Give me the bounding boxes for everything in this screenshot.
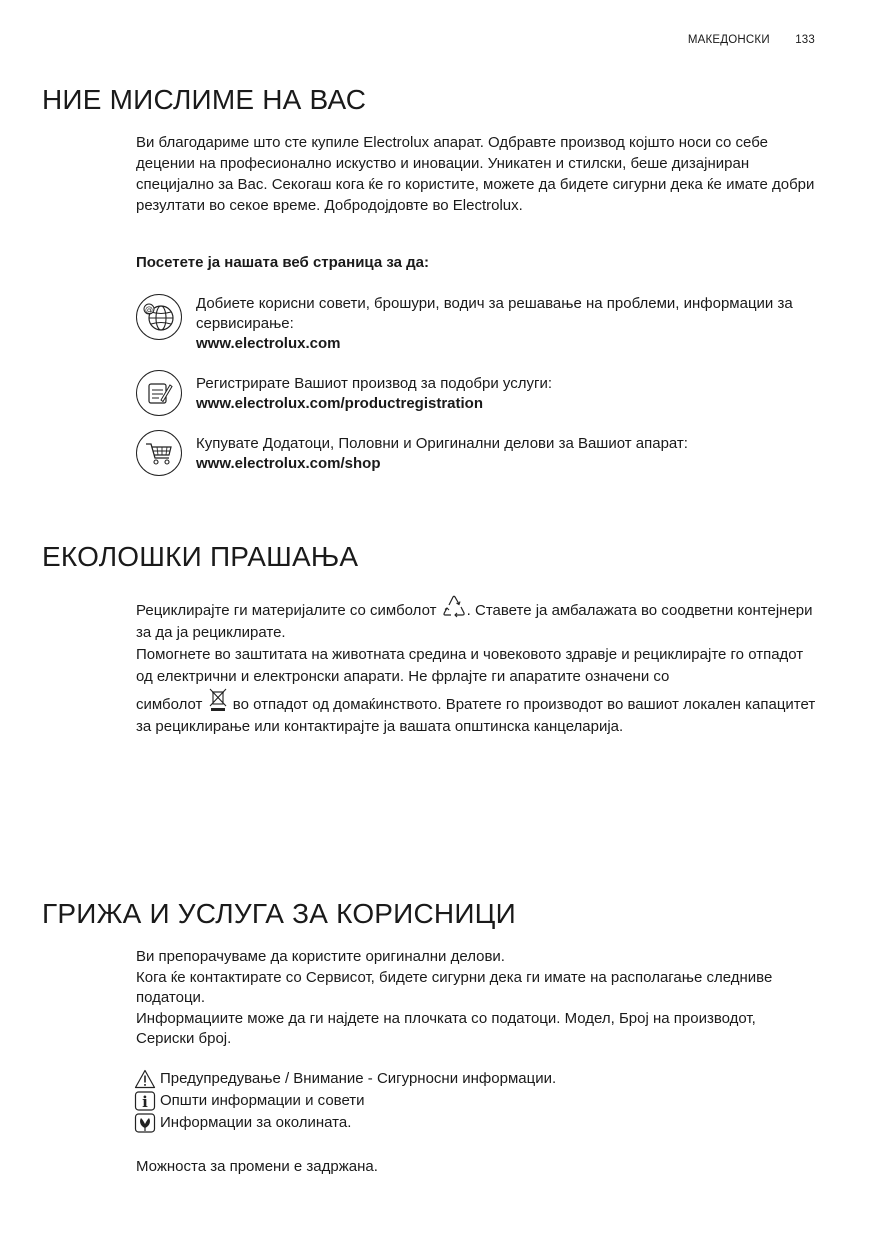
section-title-environment: ЕКОЛОШКИ ПРАШАЊА: [42, 541, 359, 572]
warning-icon: [134, 1069, 156, 1089]
page-header: [688, 34, 815, 46]
changes-reserved-note: Можноста за промени е задржана.: [136, 1158, 378, 1175]
intro-paragraph: Ви благодариме што сте купиле Electrolux апарат. Одбравте производ којшто носи со себе децении на професионално искуство и иновации. Уникатен и стилски, беше дизајниран специјално за Вас. Секогаш кога ќе го користите, можете да бидете сигурни дека ќе имате добри резултати во секое време. Добродојдовте во Electrolux.: [136, 134, 815, 214]
section-title-customer-care: ГРИЖА И УСЛУГА ЗА КОРИСНИЦИ: [42, 898, 516, 929]
shop-link[interactable]: www.electrolux.com/shop: [196, 455, 381, 472]
weee-paragraph: Помогнете во заштитата на животната средина и човековото здравје и рециклирајте го отпадот од електрични и електронски апарати. Не фрлајте ги апаратите означени со: [136, 646, 804, 685]
registration-icon: [136, 370, 182, 416]
weee-text-end: во отпадот од домаќинството. Вратете го производот во вашиот локален капацитет за рециклирање или контактирајте ја вашата општинска канцеларија.: [136, 696, 816, 735]
recycle-text-end: . Ставете ја амбалажата во соодветни контејнери за да ја рециклирате.: [136, 602, 813, 641]
svg-text:@: @: [145, 305, 153, 314]
shopping-cart-icon: [136, 430, 182, 476]
care-line: Информациите може да ги најдете на плочката со податоци. Модел, Број на производот, Сериски број.: [136, 1009, 756, 1047]
section-title-thinking-of-you: НИЕ МИСЛИМЕ НА ВАС: [42, 84, 367, 115]
page-number: 133: [795, 34, 815, 46]
language-label: МАКЕДОНСКИ: [687, 34, 770, 46]
weee-text-start: симболот: [136, 696, 203, 713]
svg-text:i: i: [142, 1093, 148, 1111]
customer-care-text: [136, 947, 816, 1050]
crossed-bin-icon: [207, 687, 229, 713]
legend-item-info: i Општи информации и совети: [134, 1090, 556, 1112]
care-line: Кога ќе контактирате со Сервисот, бидете сигурни дека ги имате на располагање следниве податоци.: [136, 968, 773, 1006]
visit-heading: Посетете ја нашата веб страница за да:: [136, 254, 429, 271]
visit-item-text: Добиете корисни совети, брошури, водич за решавање на проблеми, информации за сервисирање:: [196, 295, 793, 332]
legend-item-environment: Информации за околината.: [134, 1112, 556, 1134]
recycle-icon: [441, 593, 467, 619]
info-icon: [134, 1091, 156, 1111]
care-line: Ви препорачуваме да користите оригинални делови.: [136, 948, 505, 965]
registration-link[interactable]: www.electrolux.com/productregistration: [196, 395, 483, 412]
legend-item-warning: Предупредување / Внимание - Сигурносни информации.: [134, 1068, 556, 1090]
support-link[interactable]: www.electrolux.com: [196, 335, 341, 352]
recycle-text-start: Рециклирајте ги материјалите со симболот: [136, 602, 437, 619]
symbol-legend: [134, 1068, 556, 1134]
globe-icon: [136, 294, 182, 340]
environment-paragraph: [136, 600, 816, 738]
visit-item-text: Купувате Додатоци, Половни и Оригинални делови за Вашиот апарат:: [196, 435, 688, 452]
visit-item-text: Регистрирате Вашиот производ за подобри услуги:: [196, 375, 553, 392]
environment-icon: [134, 1113, 156, 1133]
